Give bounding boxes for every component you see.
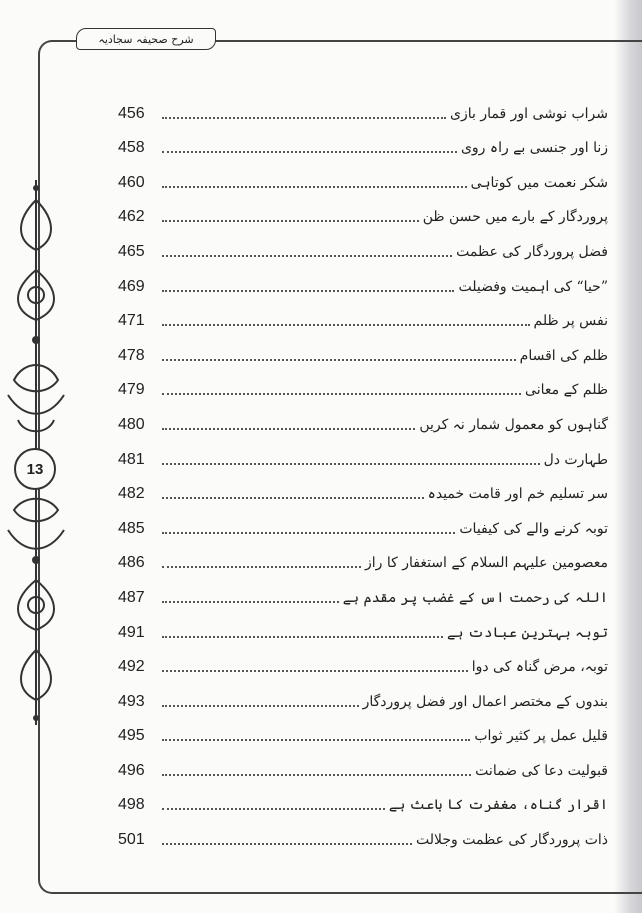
dot-leader xyxy=(162,635,443,638)
dot-leader xyxy=(162,842,412,845)
running-header xyxy=(76,28,216,50)
dot-leader xyxy=(162,150,457,153)
toc-entry-title: بندوں کے مختصر اعمال اور فضل پروردگار xyxy=(362,693,608,710)
toc-entry xyxy=(118,330,608,365)
toc-entry-page: 469 xyxy=(118,277,145,295)
dot-leader xyxy=(162,738,470,741)
toc-entry xyxy=(118,88,608,123)
toc-entry xyxy=(118,365,608,400)
toc-entry xyxy=(118,676,608,711)
toc-entry-page: 458 xyxy=(118,139,145,157)
toc-entry-title: زنا اور جنسی بے راہ روی xyxy=(460,140,608,157)
page-number: 13 xyxy=(26,460,44,478)
toc-entry-page: 481 xyxy=(118,450,145,468)
dot-leader xyxy=(162,254,452,257)
toc-entry-page: 491 xyxy=(118,623,145,641)
toc-entry-title: ذات پروردگار کی عظمت وجلالت xyxy=(416,832,608,849)
toc-entry xyxy=(118,814,608,849)
toc-entry-title: سر تسلیم خم اور قامت خمیدہ xyxy=(427,486,608,503)
toc-entry xyxy=(118,157,608,192)
toc-entry-title: ظلم کے معانی xyxy=(525,382,608,399)
toc-entry-title: توبہ، مرض گناہ کی دوا xyxy=(471,659,608,676)
toc-entry xyxy=(118,469,608,504)
dot-leader xyxy=(162,600,339,603)
dot-leader xyxy=(162,219,419,222)
toc-entry-page: 456 xyxy=(118,104,145,122)
toc-entry-title: قلیل عمل پر کثیر ثواب xyxy=(474,728,608,745)
toc-entry-page: 493 xyxy=(118,692,145,710)
toc-entry-page: 486 xyxy=(118,554,145,572)
page-number-badge xyxy=(14,448,56,490)
toc-entry-title: طہارت دل xyxy=(543,451,608,468)
toc-entry-page: 485 xyxy=(118,519,145,537)
toc-entry-page: 501 xyxy=(118,831,145,849)
dot-leader xyxy=(162,704,359,707)
toc-entry-title: گناہوں کو معمول شمار نہ کریں xyxy=(419,416,608,433)
toc-entry-page: 479 xyxy=(118,381,145,399)
toc-entry-page: 496 xyxy=(118,761,145,779)
toc-entry-page: 460 xyxy=(118,173,145,191)
dot-leader xyxy=(162,807,385,810)
book-title: شرح صحیفہ سجادیہ xyxy=(98,32,194,46)
toc-entry xyxy=(118,226,608,261)
toc-entry-title: توبہ کرنے والے کی کیفیات xyxy=(459,520,608,537)
toc-entry-title: اللہ کی رحمت اس کے غضب پر مقدم ہے xyxy=(342,589,608,606)
dot-leader xyxy=(162,185,467,188)
toc-entry xyxy=(118,745,608,780)
toc-entry-title: شکر نعمت میں کوتاہی xyxy=(470,174,608,191)
toc-entry xyxy=(118,642,608,677)
toc-entry-title: شراب نوشی اور قمار بازی xyxy=(450,105,608,122)
toc-entry-title: معصومین علیہم السلام کے استغفار کا راز xyxy=(364,555,608,572)
dot-leader xyxy=(162,565,361,568)
toc-entry-title: پروردگار کے بارے میں حسن ظن xyxy=(422,209,608,226)
toc-entry-title: توبہ بہترین عبادت ہے xyxy=(446,624,608,641)
toc-entry xyxy=(118,296,608,331)
toc-entry-title: فضل پروردگار کی عظمت xyxy=(456,243,608,260)
dot-leader xyxy=(162,358,516,361)
toc-entry-page: 498 xyxy=(118,796,145,814)
dot-leader xyxy=(162,323,530,326)
table-of-contents xyxy=(118,88,608,849)
toc-entry xyxy=(118,780,608,815)
toc-entry-page: 471 xyxy=(118,312,145,330)
dot-leader xyxy=(162,462,540,465)
dot-leader xyxy=(162,496,424,499)
toc-entry-title: نفس پر ظلم xyxy=(533,313,608,330)
toc-entry xyxy=(118,261,608,296)
dot-leader xyxy=(162,116,446,119)
toc-entry-page: 495 xyxy=(118,727,145,745)
dot-leader xyxy=(162,669,468,672)
toc-entry-page: 487 xyxy=(118,588,145,606)
toc-entry-title: اقرار گناہ، مغفرت کا باعث ہے xyxy=(388,797,608,814)
toc-entry-page: 462 xyxy=(118,208,145,226)
toc-entry-title: ”حیا“ کی اہمیت وفضیلت xyxy=(458,278,608,295)
toc-entry xyxy=(118,123,608,158)
toc-entry xyxy=(118,572,608,607)
toc-entry-title: قبولیت دعا کی ضمانت xyxy=(475,762,608,779)
toc-entry xyxy=(118,711,608,746)
toc-entry xyxy=(118,607,608,642)
toc-entry xyxy=(118,538,608,573)
toc-entry-title: ظلم کی اقسام xyxy=(519,347,608,364)
dot-leader xyxy=(162,427,415,430)
toc-entry xyxy=(118,503,608,538)
toc-entry-page: 480 xyxy=(118,415,145,433)
dot-leader xyxy=(162,289,454,292)
dot-leader xyxy=(162,531,455,534)
toc-entry-page: 478 xyxy=(118,346,145,364)
toc-entry-page: 482 xyxy=(118,485,145,503)
toc-entry-page: 492 xyxy=(118,658,145,676)
toc-entry xyxy=(118,434,608,469)
dot-leader xyxy=(162,392,521,395)
toc-entry-page: 465 xyxy=(118,242,145,260)
toc-entry xyxy=(118,399,608,434)
dot-leader xyxy=(162,773,471,776)
toc-entry xyxy=(118,192,608,227)
